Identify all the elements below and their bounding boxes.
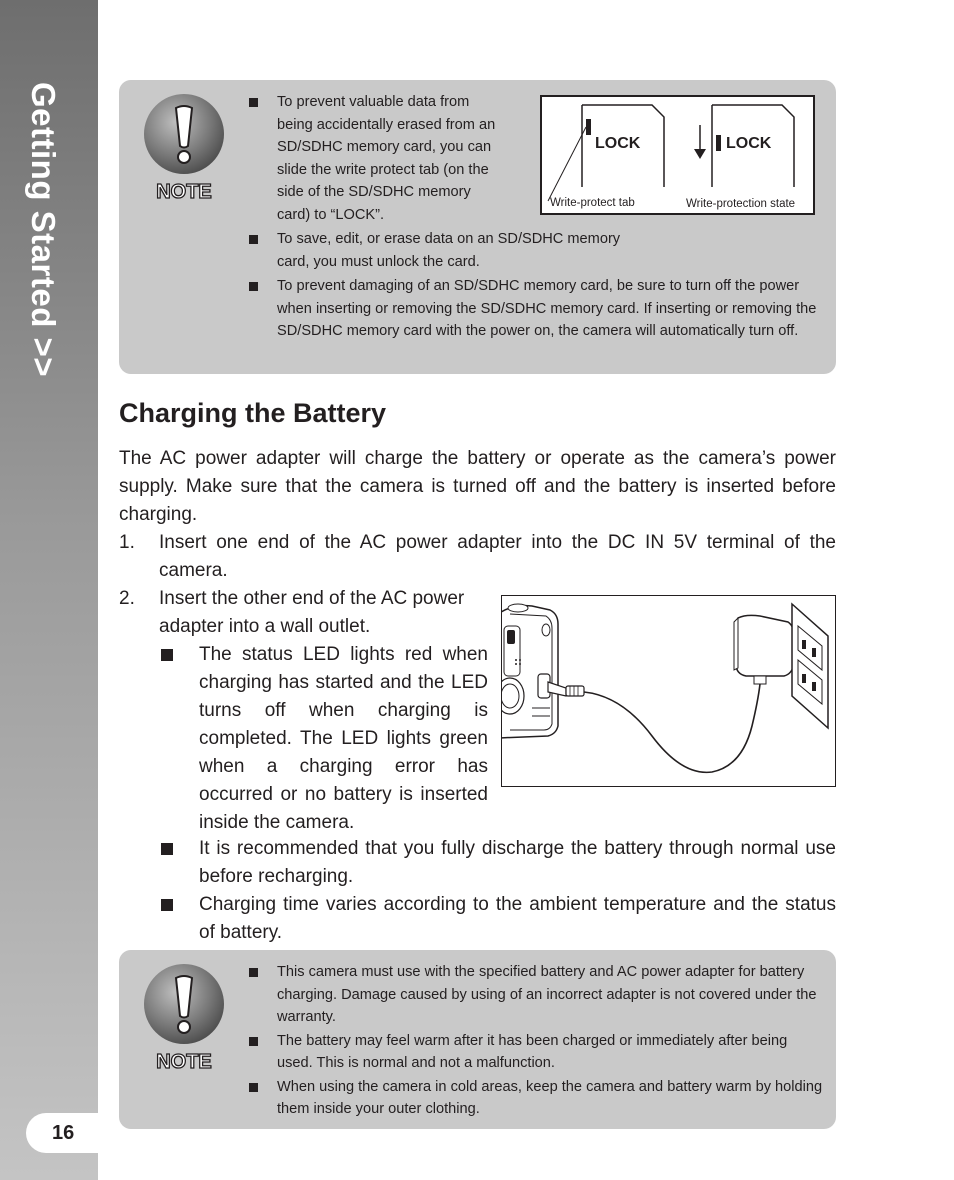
bullet-text: Charging time varies according to the ambient temperature and the status of battery. [199, 894, 836, 943]
write-protect-tab-caption: Write-protect tab [550, 197, 635, 209]
note-item: When using the camera in cold areas, keep the camera and battery warm by holding them inside your outer clothing. [247, 1076, 825, 1121]
warning-note-icon [143, 964, 229, 1076]
sidebar [0, 0, 98, 1180]
bullet-square [161, 899, 173, 911]
note-item: To prevent damaging of an SD/SDHC memory card, be sure to turn off the power when inserting or removing the SD/SDHC memory card. If inserting or removing the SD/SDHC memory card with the power on, the camera will automatically turn off. [247, 275, 822, 343]
charging-illustration [501, 595, 836, 787]
sidebar-title: Getting Started >> [25, 82, 62, 378]
note-item: This camera must use with the specified battery and AC power adapter for battery charging. Damage caused by using of an incorrect adapter is not covered under the warranty. [247, 961, 825, 1029]
lock-label: LOCK [726, 135, 772, 152]
note-box-top [119, 80, 836, 374]
note-item: To prevent valuable data from being accidentally erased from an SD/SDHC memory card, you can slide the write protect tab (on the side of the SD/SDHC memory card) to “LOCK”. [247, 91, 507, 226]
write-protection-state-caption: Write-protection state [686, 198, 796, 210]
note-item: To save, edit, or erase data on an SD/SDHC memory card, you must unlock the card. [247, 228, 637, 273]
note-icon-label: NOTE [156, 181, 212, 203]
step-text: Insert one end of the AC power adapter into the DC IN 5V terminal of the camera. [159, 532, 836, 581]
bullet-square [161, 843, 173, 855]
camera-adapter-drawing [502, 596, 836, 787]
section-title: Charging the Battery [119, 398, 387, 428]
sd-card-lock-figure [540, 95, 815, 215]
step-text: Insert the other end of the AC power adapter into a wall outlet. [159, 588, 465, 637]
step-number: 1. [119, 532, 135, 553]
page-number: 16 [26, 1113, 98, 1153]
note-icon-label: NOTE [156, 1051, 212, 1073]
bullet-text: The status LED lights red when charging has started and the LED turns off when charging is completed. The LED lights green when a charging error has occurred or no battery is inserted inside the camera. [199, 644, 488, 833]
bullet-square [161, 649, 173, 661]
note-box-bottom [119, 950, 836, 1129]
warning-note-icon [143, 94, 229, 206]
bullet-text: It is recommended that you fully discharge the battery through normal use before recharging. [199, 838, 836, 887]
note-list-bottom [247, 961, 825, 1122]
lock-label: LOCK [595, 135, 641, 152]
intro-paragraph: The AC power adapter will charge the battery or operate as the camera’s power supply. Make sure that the camera is turned off and the battery is inserted before charging. [119, 448, 836, 525]
step-number: 2. [119, 588, 135, 609]
note-item: The battery may feel warm after it has been charged or immediately after being used. This is normal and not a malfunction. [247, 1030, 825, 1075]
